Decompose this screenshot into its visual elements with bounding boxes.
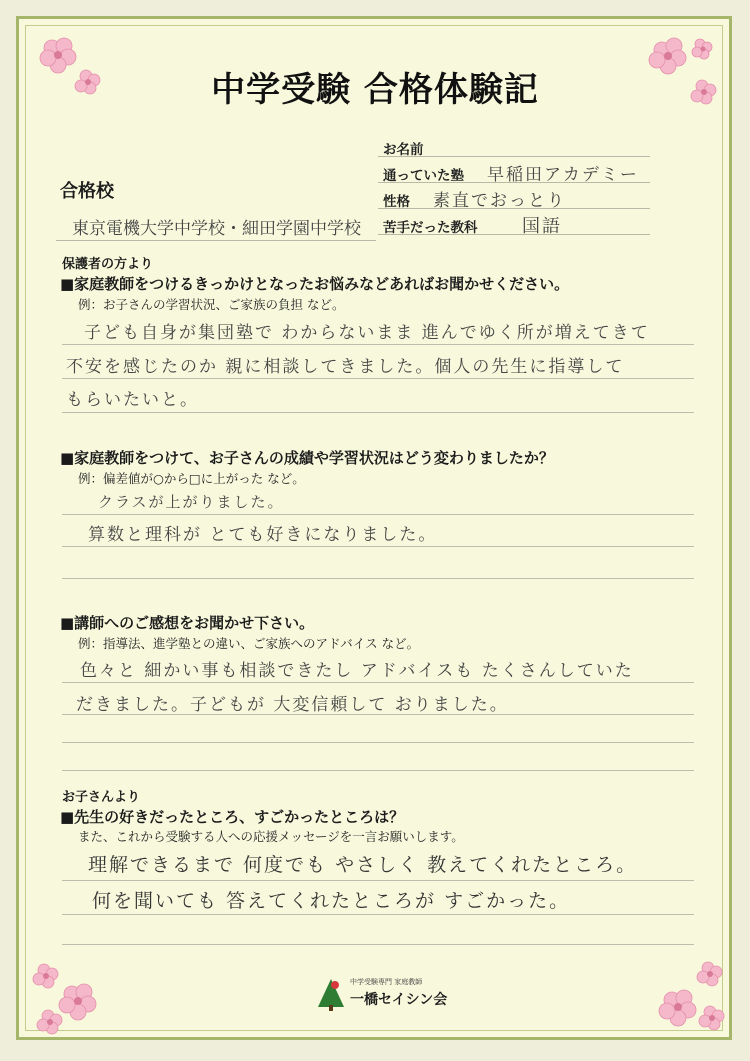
logo-tagline: 中学受験専門 家庭教師 bbox=[350, 978, 423, 986]
answer-rule bbox=[62, 742, 694, 743]
answer-rule bbox=[62, 914, 694, 915]
question-2-example: 例：偏差値が○から□に上がった など。 bbox=[78, 471, 305, 486]
personality-value: 素直でおっとり bbox=[433, 191, 566, 211]
answer-1-line-3: もらいたいと。 bbox=[66, 390, 199, 410]
answer-3-line-1: 色々と 細かい事も相談できたし アドバイスも たくさんしていた bbox=[80, 661, 634, 681]
weak-subject-label: 苦手だった教科 bbox=[383, 220, 478, 236]
answer-1-line-2: 不安を感じたのか 親に相談してきました。個人の先生に指導して bbox=[66, 357, 625, 377]
question-1-example: 例：お子さんの学習状況、ご家族の負担 など。 bbox=[78, 297, 345, 312]
page-title: 中学受験 合格体験記 bbox=[211, 70, 539, 110]
company-logo bbox=[316, 975, 466, 1015]
weak-subject-value: 国語 bbox=[522, 216, 562, 237]
juku-line bbox=[378, 182, 650, 183]
question-3: ■講師へのご感想をお聞かせ下さい。 bbox=[60, 614, 315, 632]
answer-rule bbox=[62, 770, 694, 771]
school-value: 東京電機大学中学校・細田学園中学校 bbox=[72, 219, 361, 239]
school-line bbox=[56, 240, 376, 241]
personality-label: 性格 bbox=[383, 194, 410, 210]
question-2: ■家庭教師をつけて、お子さんの成績や学習状況はどう変わりましたか？ bbox=[60, 449, 554, 467]
school-label: 合格校 bbox=[60, 181, 114, 202]
answer-rule bbox=[62, 944, 694, 945]
juku-label: 通っていた塾 bbox=[383, 168, 464, 184]
child-section-label: お子さんより bbox=[62, 790, 141, 805]
answer-rule bbox=[62, 514, 694, 515]
answer-rule bbox=[62, 880, 694, 881]
answer-rule bbox=[62, 578, 694, 579]
question-4: ■先生の好きだったところ、すごかったところは？ bbox=[60, 808, 405, 826]
question-4-subtext: また、これから受験する人への応援メッセージを一言お願いします。 bbox=[78, 829, 464, 844]
answer-rule bbox=[62, 344, 694, 345]
answer-rule bbox=[62, 714, 694, 715]
name-label: お名前 bbox=[383, 142, 424, 158]
answer-rule bbox=[62, 682, 694, 683]
answer-4-line-1: 理解できるまで 何度でも やさしく 教えてくれたところ。 bbox=[88, 854, 638, 876]
tree-logo-icon bbox=[316, 977, 346, 1013]
answer-rule bbox=[62, 378, 694, 379]
answer-2-line-1: クラスが上がりました。 bbox=[98, 493, 285, 511]
answer-rule bbox=[62, 546, 694, 547]
answer-3-line-2: だきました。子どもが 大変信頼して おりました。 bbox=[76, 695, 509, 715]
answer-rule bbox=[62, 412, 694, 413]
answer-2-line-2: 算数と理科が とても好きになりました。 bbox=[88, 525, 438, 545]
question-3-example: 例：指導法、進学塾との違い、ご家族へのアドバイス など。 bbox=[78, 636, 420, 651]
flower-icon bbox=[636, 950, 732, 1040]
question-1: ■家庭教師をつけるきっかけとなったお悩みなどあればお聞かせください。 bbox=[60, 275, 570, 293]
parent-section-label: 保護者の方より bbox=[62, 257, 154, 272]
flower-icon bbox=[26, 950, 116, 1040]
name-line bbox=[378, 156, 650, 157]
answer-4-line-2: 何を聞いても 答えてくれたところが すごかった。 bbox=[92, 890, 571, 912]
answer-1-line-1: 子ども自身が集団塾で わからないまま 進んでゆく所が増えてきて bbox=[84, 323, 650, 343]
personality-line bbox=[378, 208, 650, 209]
logo-name: 一橋セイシン会 bbox=[350, 992, 448, 1008]
juku-value: 早稲田アカデミー bbox=[487, 165, 639, 185]
weak-subject-line bbox=[378, 234, 650, 235]
